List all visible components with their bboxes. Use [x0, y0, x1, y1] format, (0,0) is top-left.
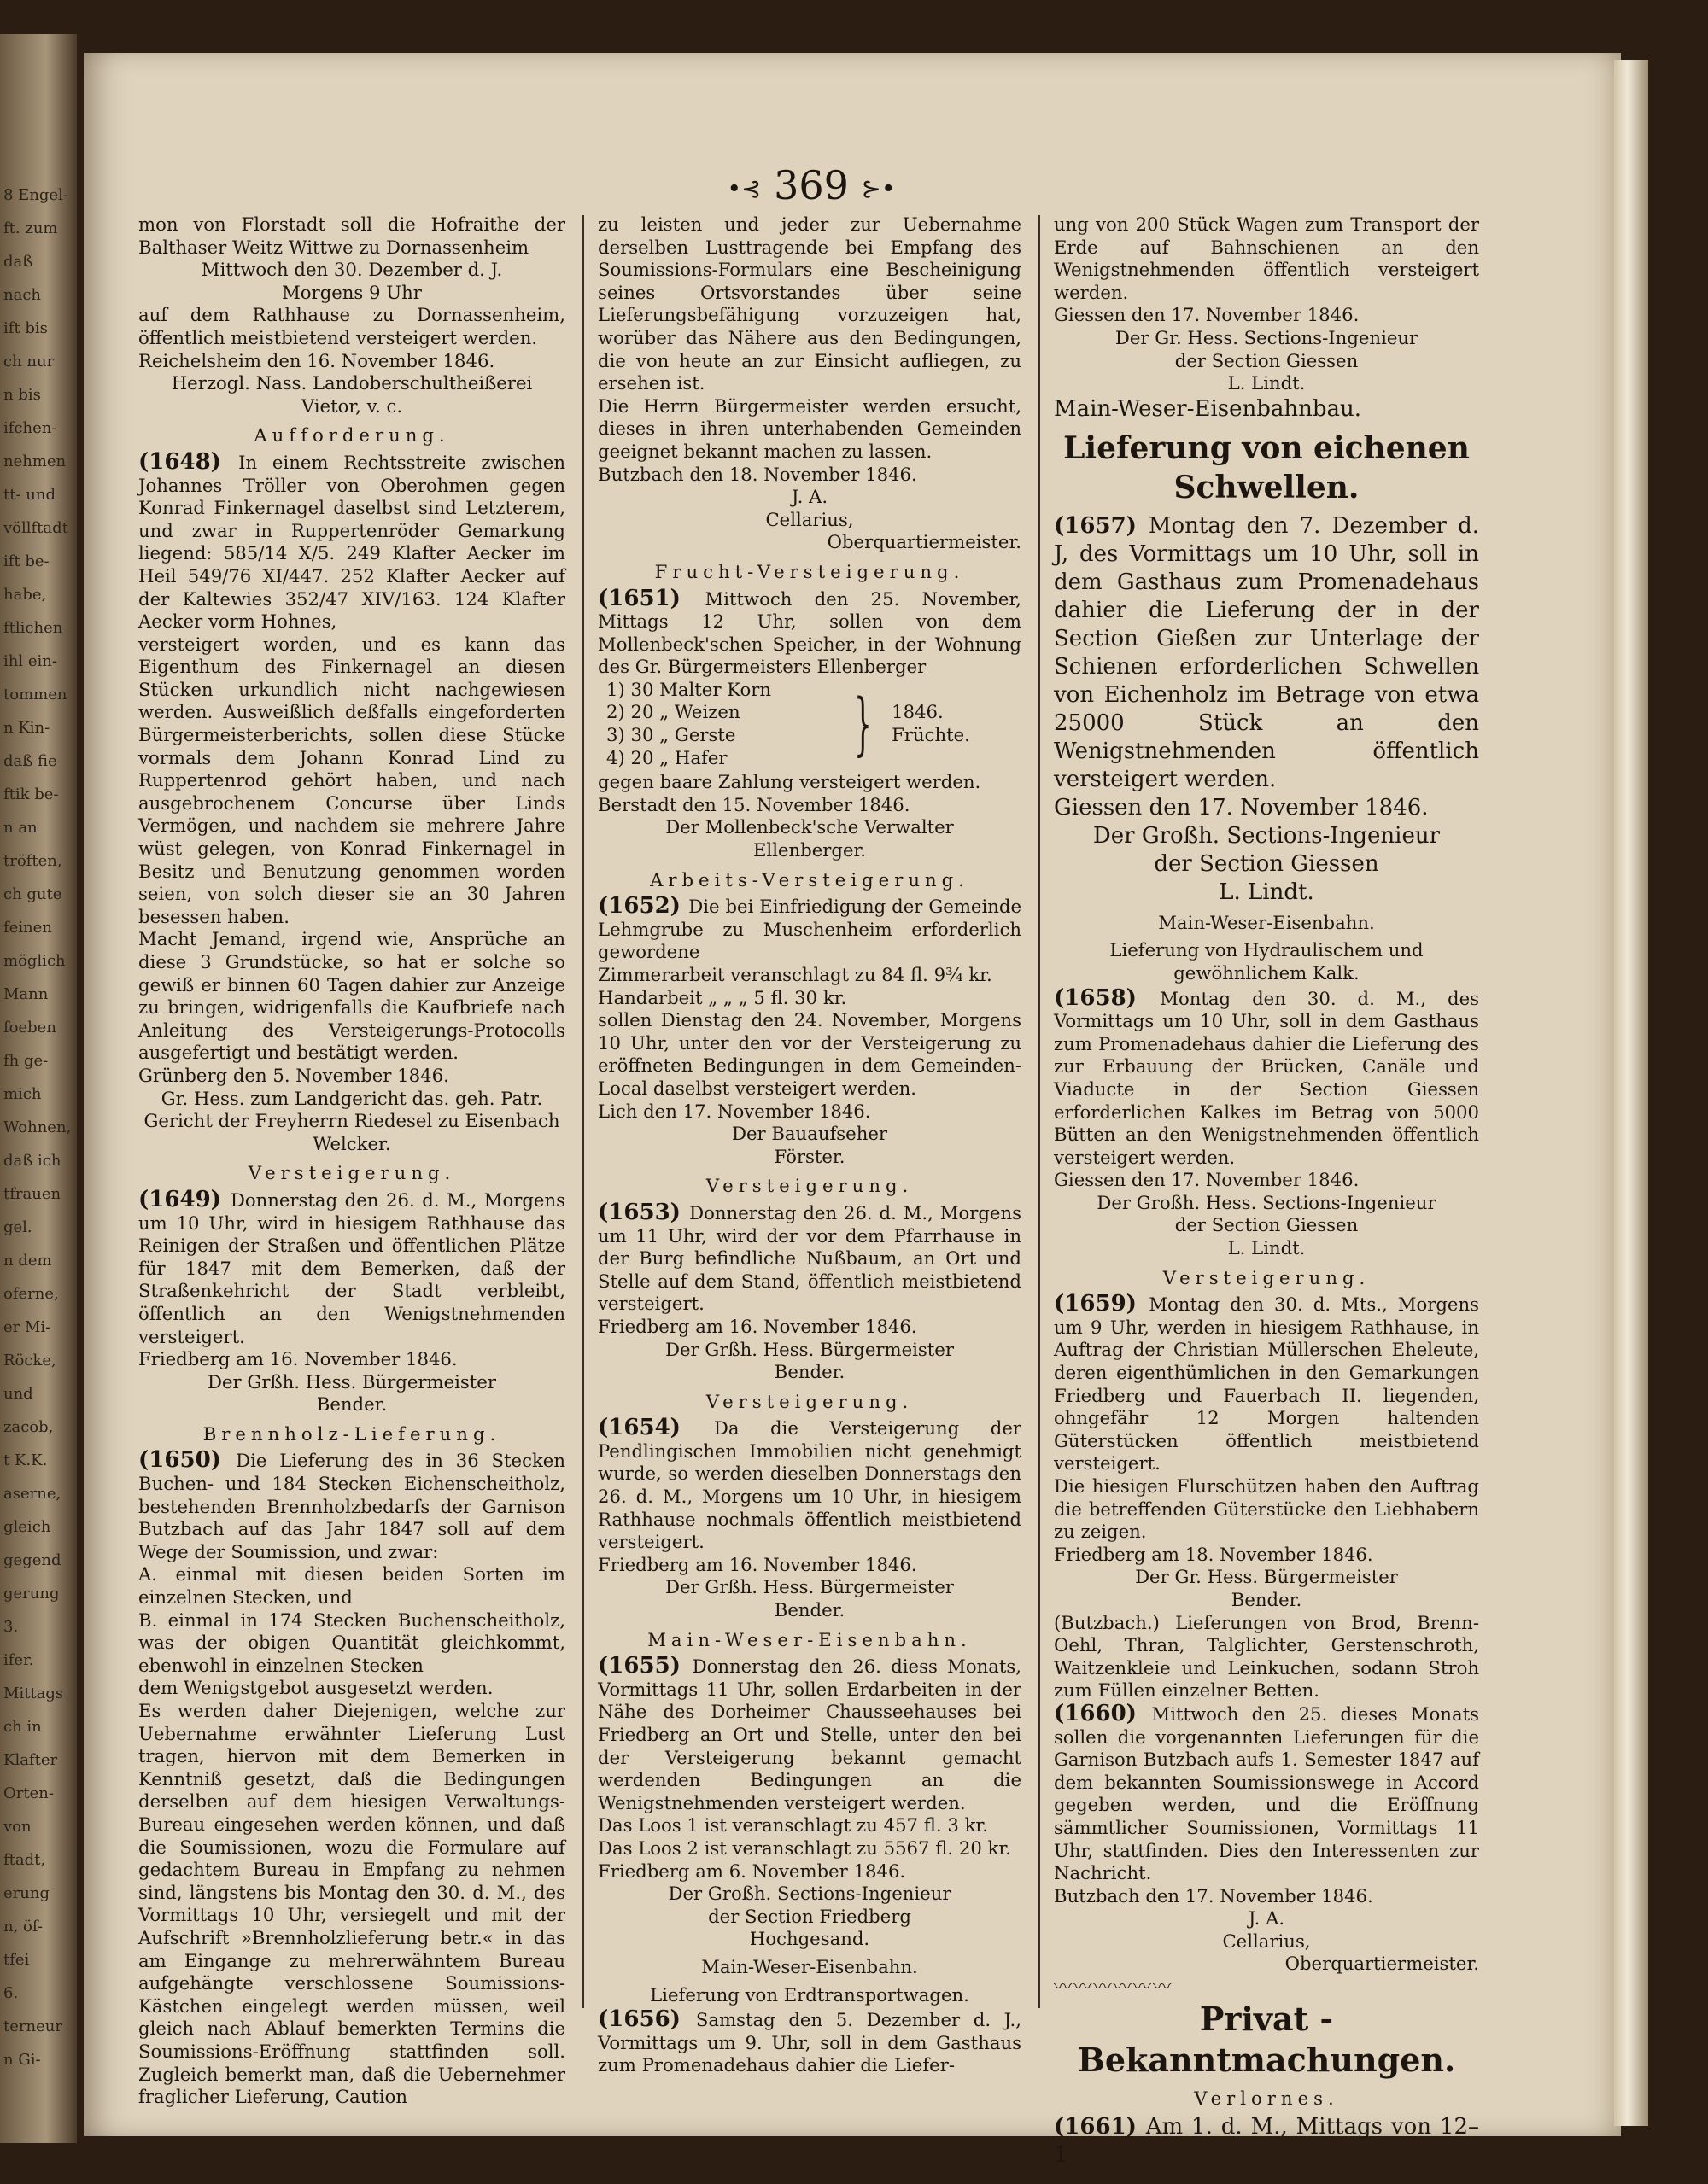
left-page-fragment: nehmen: [3, 453, 67, 470]
left-page-fragment: n, öf-: [3, 1918, 43, 1936]
left-page-fragment: ft. zum: [3, 219, 58, 237]
left-page-fragment: von: [3, 1818, 32, 1836]
notice-text: Butzbach den 18. November 1846.: [598, 463, 917, 485]
produce-row: 4) 20 „ Hafer: [606, 746, 728, 768]
notice-text: Oberquartiermeister.: [827, 531, 1021, 553]
section-heading: Verlornes.: [1194, 2087, 1339, 2109]
notice-text: Bender.: [774, 1599, 845, 1621]
left-page-fragment: n Gi-: [3, 2051, 41, 2069]
left-page-fragment: gleich: [3, 1518, 51, 1536]
left-page-fragment: ifer.: [3, 1651, 34, 1669]
left-page-fragment: möglich: [3, 952, 66, 970]
notice-text: zu leisten und jeder zur Uebernahme derselben Lusttragende bei Empfang des Soumissions-Formulars eine Bescheinigung seines Ortsvorstandes über seine Lieferungsbefähigung vorzuzeigen hat, worüber das Nähere aus den Bedingungen, die von heute an zur Einsicht aufliegen, zu ersehen ist.: [598, 213, 1021, 394]
notice-text: Morgens 9 Uhr: [282, 281, 422, 303]
left-page-fragment: ifchen-: [3, 419, 57, 437]
left-page-fragment: feinen: [3, 919, 52, 937]
notice-text: Macht Jemand, irgend wie, Ansprüche an diese 3 Grundstücke, so hat er solche so gewiß er binnen 60 Tagen dahier zur Anzeige zu bringen, widrigenfalls die Kaufbriefe nach Anleitung des Versteigerungs-Protocolls ausgefertigt und bestätigt werden.: [138, 928, 565, 1064]
notice-text: Die hiesigen Flurschützen haben den Auftrag die betreffenden Güterstücke den Liebhabern zu zeigen.: [1054, 1475, 1479, 1543]
notice-text: Der Großh. Hess. Sections-Ingenieur: [1097, 1191, 1436, 1213]
left-page-fragment: tröften,: [3, 852, 62, 870]
left-page-fragment: daß ich: [3, 1152, 61, 1170]
notice-text: (1656) Samstag den 5. Dezember d. J., Vormittags um 9. Uhr, soll in dem Gasthaus zum Promenadehaus dahier die Liefer-: [598, 2006, 1021, 2076]
notice-text: (1652) Die bei Einfriedigung der Gemeinde Lehmgrube zu Muschenheim erforderlich gewordene: [598, 893, 1021, 963]
notice-text: Der Grßh. Hess. Bürgermeister: [665, 1338, 954, 1360]
left-page-fragment: 8 Engel-: [3, 186, 68, 204]
notice-text: A. einmal mit diesen beiden Sorten im einzelnen Stecken, und: [138, 1563, 565, 1609]
notice-text: der Section Giessen: [1154, 850, 1379, 877]
left-page-fragment: daß fie: [3, 752, 57, 770]
left-page-fragment: erung: [3, 1884, 50, 1902]
left-page-fragment: Mittags: [3, 1685, 64, 1702]
left-page-fragment: Mann: [3, 985, 49, 1003]
section-heading: Main-Weser-Eisenbahn.: [647, 1628, 972, 1650]
page-edge: [1614, 60, 1648, 2126]
notice-text: Vietor, v. c.: [301, 394, 403, 417]
left-page-edge: [0, 34, 77, 2143]
notice-text: Herzogl. Nass. Landoberschultheißerei: [171, 372, 533, 394]
notice-text: Handarbeit „ „ „ 5 fl. 30 kr.: [598, 986, 847, 1008]
notice-text: 〰〰〰〰〰〰: [1054, 1976, 1173, 1998]
notice-number: (1656): [598, 2006, 696, 2033]
notice-text: Friedberg am 18. November 1846.: [1054, 1543, 1373, 1565]
left-page-fragment: Klafter: [3, 1751, 58, 1769]
section-heading: Arbeits-Versteigerung.: [650, 868, 969, 891]
notice-text: L. Lindt.: [1227, 1237, 1306, 1259]
page-number: •⊰ 369 ⊱•: [727, 162, 896, 208]
left-page-fragment: terneur: [3, 2018, 62, 2035]
left-page-fragment: ftadt,: [3, 1851, 46, 1869]
notice-number: (1651): [598, 585, 705, 611]
left-page-fragment: gegend: [3, 1551, 61, 1569]
column-divider: [1038, 215, 1040, 2008]
notice-text: Der Bauaufseher: [731, 1123, 888, 1145]
notice-text: (1651) Mittwoch den 25. November, Mittags 12 Uhr, sollen von dem Mollenbeck'schen Speicher, in der Wohnung des Gr. Bürgermeisters Ellenberger: [598, 585, 1021, 678]
left-page-fragment: n an: [3, 819, 38, 837]
section-heading: Aufforderung.: [254, 424, 450, 447]
notice-number: (1657): [1054, 512, 1149, 539]
left-page-fragment: nach: [3, 286, 41, 304]
section-heading: Main-Weser-Eisenbahn.: [1158, 911, 1375, 933]
notice-text: J. A.: [1248, 1907, 1285, 1930]
section-heading: Versteigerung.: [705, 1175, 914, 1197]
notice-text: Das Loos 2 ist veranschlagt zu 5567 fl. 20 kr.: [598, 1837, 1011, 1859]
brace-icon: }: [854, 684, 872, 764]
notice-text: Oberquartiermeister.: [1284, 1953, 1479, 1975]
notice-text: (1657) Montag den 7. Dezember d. J, des Vormittags um 10 Uhr, soll in dem Gasthaus zum Promenadehaus dahier die Lieferung der in der Section Gießen zur Unterlage der Schienen erforderlichen Schwellen von Eichenholz im Betrage von etwa 25000 Stück an den Wenigstnehmenden öffentlich versteigert werden.: [1054, 512, 1479, 792]
section-title: Privat - Bekanntmachungen.: [1077, 1999, 1456, 2079]
section-heading: Versteigerung.: [248, 1162, 456, 1184]
notice-text: Der Großh. Sections-Ingenieur: [668, 1883, 951, 1905]
column-1: [138, 213, 565, 2109]
notice-text: L. Lindt.: [1219, 879, 1314, 905]
section-heading: Versteigerung.: [1162, 1266, 1371, 1288]
left-page-fragment: zacob,: [3, 1418, 54, 1436]
left-page-fragment: aserne,: [3, 1485, 61, 1503]
section-heading: Main-Weser-Eisenbahn.: [701, 1955, 918, 1977]
produce-row: 2) 20 „ Weizen: [606, 701, 740, 723]
left-page-fragment: tfrauen: [3, 1185, 61, 1203]
notice-text: Der Großh. Sections-Ingenieur: [1092, 822, 1441, 849]
notice-text: Der Grßh. Hess. Bürgermeister: [208, 1370, 496, 1393]
left-page-fragment: habe,: [3, 586, 47, 604]
notice-text: versteigert worden, und es kann das Eigenthum des Finkernagel an diesen Stücken urkundlich nicht nachgewiesen werden. Ausweißlich deßfalls eingeforderten Bürgermeisterberichts, sollen diese Stücke vormals dem Johann Konrad Lind zu Ruppertenrod gehört haben, und nach ausgebrochenem Concurse über Linds Vermögen, und nachdem sie mehrere Jahre wüst gelegen, von Konrad Finkernagel in Besitz und Benutzung genommen worden seien, von solch dieser sie an 30 Jahren besessen haben.: [138, 633, 565, 927]
notice-text: sollen Dienstag den 24. November, Morgens 10 Uhr, unter den vor der Versteigerung zu eröffneten Bedingungen in dem Gemeinden-Local daselbst versteigert werden.: [598, 1009, 1021, 1099]
notice-number: (1654): [598, 1415, 714, 1441]
produce-row: 3) 30 „ Gerste: [606, 724, 736, 746]
notice-text: Welcker.: [313, 1132, 391, 1154]
notice-text: Friedberg am 16. November 1846.: [598, 1553, 917, 1575]
section-heading: Lieferung von Hydraulischem und gewöhnlichem Kalk.: [1109, 939, 1424, 984]
notice-text: J. A.: [791, 486, 828, 508]
column-3: [1054, 213, 1479, 2169]
notice-text: Mittwoch den 30. Dezember d. J.: [201, 259, 503, 281]
left-page-fragment: er Mi-: [3, 1318, 51, 1336]
section-heading: Brennholz-Lieferung.: [202, 1422, 501, 1445]
left-page-fragment: ch nur: [3, 353, 55, 371]
left-page-fragment: t K.K.: [3, 1451, 48, 1469]
left-page-fragment: tfei: [3, 1951, 30, 1969]
left-page-fragment: fh ge-: [3, 1052, 49, 1070]
section-heading: Lieferung von Erdtransportwagen.: [650, 1983, 969, 2006]
notice-text: Bender.: [1231, 1588, 1302, 1610]
notice-number: (1659): [1054, 1291, 1149, 1317]
left-page-fragment: daß: [3, 253, 33, 271]
notice-number: (1648): [138, 448, 239, 475]
produce-table: [606, 679, 1021, 769]
left-page-fragment: völlftadt: [3, 519, 68, 537]
ornament-left-icon: •⊰: [727, 174, 762, 203]
notice-text: auf dem Rathhause zu Dornassenheim, öffentlich meistbietend versteigert werden.: [138, 304, 565, 348]
left-page-fragment: tommen: [3, 686, 67, 704]
notice-text: Hochgesand.: [749, 1928, 870, 1950]
notice-number: (1660): [1054, 1700, 1152, 1726]
notice-text: (1659) Montag den 30. d. Mts., Morgens um 9 Uhr, werden in hiesigem Rathhause, in Auftrag der Christian Müllerschen Eheleute, deren eigenthümlichen in den Gemarkungen Friedberg und Fauerbach II. liegenden, ohngefähr 12 Morgen haltenden Güterstücken öffentlich meistbietend versteigert.: [1054, 1291, 1479, 1474]
left-page-fragment: n dem: [3, 1252, 52, 1270]
notice-number: (1649): [138, 1186, 231, 1212]
notice-text: Es werden daher Diejenigen, welche zur Uebernahme erwähnter Lieferung Lust tragen, hiervon mit dem Bemerken in Kenntniß gesetzt, daß die Bedingungen derselben auf dem hiesigen Verwaltungs-Bureau eingesehen werden können, und daß die Soumissionen, wozu die Formulare auf gedachtem Bureau in Empfang zu nehmen sind, längstens bis Montag den 30. d. M., des Vormittags 10 Uhr, versiegelt und mit der Aufschrift »Brennholzlieferung betr.« in das am Eingange zu mehrerwähntem Bureau aufgehängte verschlossene Soumissions-Kästchen eingelegt werden müssen, weil gleich nach Ablauf bemerkten Termins die Soumissions-Eröffnung stattfinden soll. Zugleich bemerkt man, daß die Uebernehmer fraglicher Lieferung, Caution: [138, 1700, 565, 2108]
section-heading: Versteigerung.: [705, 1390, 914, 1412]
notice-text: (1655) Donnerstag den 26. diess Monats, Vormittags 11 Uhr, sollen Erdarbeiten in der Nähe des Dorheimer Chausseehauses bei Friedberg an Ort und Stelle, unter den bei der Versteigerung bekannt gemacht werdenden Bedingungen an die Wenigstnehmenden versteigert werden.: [598, 1653, 1021, 1813]
column-2: [598, 213, 1021, 2077]
notice-text: Butzbach den 17. November 1846.: [1054, 1884, 1373, 1907]
left-page-fragment: ift bis: [3, 319, 48, 337]
left-page-fragment: ift be-: [3, 552, 50, 570]
notice-text: Ellenberger.: [752, 839, 867, 861]
left-page-fragment: ftlichen: [3, 619, 63, 637]
notice-text: (1660) Mittwoch den 25. dieses Monats sollen die vorgenannten Lieferungen für die Garnison Butzbach aufs 1. Semester 1847 auf dem bekannten Soumissionswege in Accord gegeben werden, und die Eröffnung sämmtlicher Soumissionen, Vormittags 11 Uhr, stattfinden. Dies den Interessenten zur Nachricht.: [1054, 1700, 1479, 1884]
produce-row: 1) 30 Malter Korn: [606, 678, 771, 700]
notice-text: (1649) Donnerstag den 26. d. M., Morgens um 10 Uhr, wird in hiesigem Rathhause das Reinigen der Straßen und öffentlichen Plätze für 1847 mit dem Bemerken, daß der Straßenkehricht der Stadt verbleibt, öffentlich an den Wenigstnehmenden versteigert.: [138, 1186, 565, 1347]
column-divider: [582, 215, 584, 2008]
notice-text: Cellarius,: [1222, 1930, 1311, 1952]
left-page-fragment: und: [3, 1385, 33, 1403]
notice-text: der Section Giessen: [1174, 349, 1359, 371]
left-page-fragment: Wohnen,: [3, 1118, 72, 1136]
notice-text: L. Lindt.: [1227, 372, 1306, 394]
notice-number: (1661): [1054, 2114, 1146, 2140]
produce-note: 1846. Früchte.: [892, 701, 970, 746]
left-page-fragment: Röcke,: [3, 1352, 56, 1369]
left-page-fragment: gel.: [3, 1218, 32, 1236]
notice-text: Reichelsheim den 16. November 1846.: [138, 349, 495, 371]
notice-number: (1658): [1054, 984, 1161, 1011]
notice-number: (1652): [598, 893, 689, 920]
notice-text: Friedberg am 6. November 1846.: [598, 1860, 906, 1882]
notice-text: gegen baare Zahlung versteigert werden.: [598, 771, 981, 793]
notice-text: Giessen den 17. November 1846.: [1054, 304, 1360, 326]
left-page-fragment: oferne,: [3, 1285, 59, 1303]
notice-text: Main-Weser-Eisenbahnbau.: [1054, 395, 1362, 422]
notice-text: Förster.: [774, 1145, 845, 1167]
notice-text: der Section Giessen: [1174, 1214, 1359, 1236]
left-page-fragment: foeben: [3, 1019, 56, 1037]
notice-text: Das Loos 1 ist veranschlagt zu 457 fl. 3 kr.: [598, 1814, 988, 1837]
section-heading: Frucht-Versteigerung.: [654, 560, 965, 582]
notice-number: (1650): [138, 1447, 237, 1474]
notice-number: (1655): [598, 1653, 693, 1679]
notice-text: ung von 200 Stück Wagen zum Transport der Erde auf Bahnschienen an den Wenigstnehmenden öffentlich versteigert werden.: [1054, 213, 1479, 303]
notice-text: Bender.: [316, 1393, 388, 1416]
left-page-fragment: tt- und: [3, 486, 56, 504]
notice-text: (Butzbach.) Lieferungen von Brod, Brenn-Oehl, Thran, Talglichter, Gerstenschroth, Waitzenkleie und Leinkuchen, sodann Stroh zum Füllen einzelner Betten.: [1054, 1611, 1479, 1702]
notice-text: (1648) In einem Rechtsstreite zwischen Johannes Tröller von Oberohmen gegen Konrad Finkernagel daselbst sind Letzterem, und zwar in Ruppertenröder Gemarkung liegend: 585/14 X/5. 249 Klafter Aecker im Heil 549/76 XI/447. 252 Klafter Aecker auf der Kaltewies 352/47 XIV/163. 124 Klafter Aecker vorm Hohnes,: [138, 448, 565, 633]
notice-text: (1650) Die Lieferung des in 36 Stecken Buchen- und 184 Stecken Eichenscheitholz, bestehenden Brennholzbedarfs der Garnison Butzbach auf das Jahr 1847 soll auf dem Wege der Soumission, und zwar:: [138, 1447, 565, 1562]
notice-text: Der Gr. Hess. Sections-Ingenieur: [1114, 326, 1418, 348]
notice-text: Lich den 17. November 1846.: [598, 1100, 871, 1122]
notice-number: (1653): [598, 1199, 690, 1225]
notice-text: Der Gr. Hess. Bürgermeister: [1135, 1566, 1398, 1588]
left-page-fragment: ftik be-: [3, 785, 59, 803]
notice-text: Der Grßh. Hess. Bürgermeister: [665, 1576, 954, 1598]
left-page-fragment: ch in: [3, 1718, 42, 1736]
notice-text: Cellarius,: [765, 508, 854, 530]
notice-text: Berstadt den 15. November 1846.: [598, 793, 910, 815]
left-page-fragment: n bis: [3, 386, 41, 404]
left-page-fragment: 6.: [3, 1984, 19, 2002]
left-page-fragment: 3.: [3, 1618, 19, 1636]
left-page-fragment: mich: [3, 1085, 42, 1103]
notice-text: Giessen den 17. November 1846.: [1054, 1169, 1360, 1191]
notice-text: mon von Florstadt soll die Hofraithe der Balthaser Weitz Wittwe zu Dornassenheim: [138, 213, 565, 258]
notice-text: Lieferung von eichenen Schwellen.: [1063, 429, 1470, 505]
notice-text: Friedberg am 16. November 1846.: [138, 1348, 458, 1370]
left-page-fragment: ihl ein-: [3, 652, 57, 670]
left-page-fragment: gerung: [3, 1585, 60, 1603]
notice-text: (1653) Donnerstag den 26. d. M., Morgens um 11 Uhr, wird der vor dem Pfarrhause in der Burg befindliche Nußbaum, an Ort und Stelle auf dem Stand, öffentlich meistbietend versteigert.: [598, 1199, 1021, 1315]
ornament-right-icon: ⊱•: [861, 174, 896, 203]
notice-text: Gr. Hess. zum Landgericht das. geh. Patr. Gericht der Freyherrn Riedesel zu Eisenbach: [143, 1087, 560, 1132]
left-page-fragment: Orten-: [3, 1784, 54, 1802]
notice-text: dem Wenigstgebot ausgesetzt werden.: [138, 1677, 494, 1699]
notice-text: Grünberg den 5. November 1846.: [138, 1064, 449, 1086]
notice-text: Giessen den 17. November 1846.: [1054, 794, 1429, 820]
notice-text: Der Mollenbeck'sche Verwalter: [665, 816, 954, 838]
notice-text: Friedberg am 16. November 1846.: [598, 1315, 917, 1337]
notice-text: (1658) Montag den 30. d. M., des Vormittags um 10 Uhr, soll in dem Gasthaus zum Promenadehaus dahier die Lieferung des zur Erbauung der Brücken, Canäle und Viaducte in der Section Giessen erforderlichen Kalkes im Betrag von 5000 Bütten an den Wenigstnehmenden öffentlich versteigert werden.: [1054, 984, 1479, 1168]
notice-text: B. einmal in 174 Stecken Buchenscheitholz, was der obigen Quantität gleichkommt, ebenwohl in einzelnen Stecken: [138, 1609, 565, 1676]
left-page-fragment: ch gute: [3, 885, 62, 903]
notice-text: der Section Friedberg: [708, 1905, 911, 1927]
notice-text: Bender.: [774, 1361, 845, 1383]
notice-text: (1661) Am 1. d. M., Mittags von 12–1: [1054, 2114, 1479, 2169]
notice-text: Zimmerarbeit veranschlagt zu 84 fl. 9¾ kr.: [598, 964, 992, 985]
left-page-fragment: n Kin-: [3, 719, 50, 737]
notice-text: Die Herrn Bürgermeister werden ersucht, dieses in ihren unterhabenden Gemeinden geeignet bekannt machen zu lassen.: [598, 394, 1021, 462]
notice-text: (1654) Da die Versteigerung der Pendlingischen Immobilien nicht genehmigt wurde, so werden dieselben Donnerstags den 26. d. M., Morgens um 10 Uhr, in hiesigem Rathhause nochmals öffentlich meistbietend versteigert.: [598, 1415, 1021, 1553]
